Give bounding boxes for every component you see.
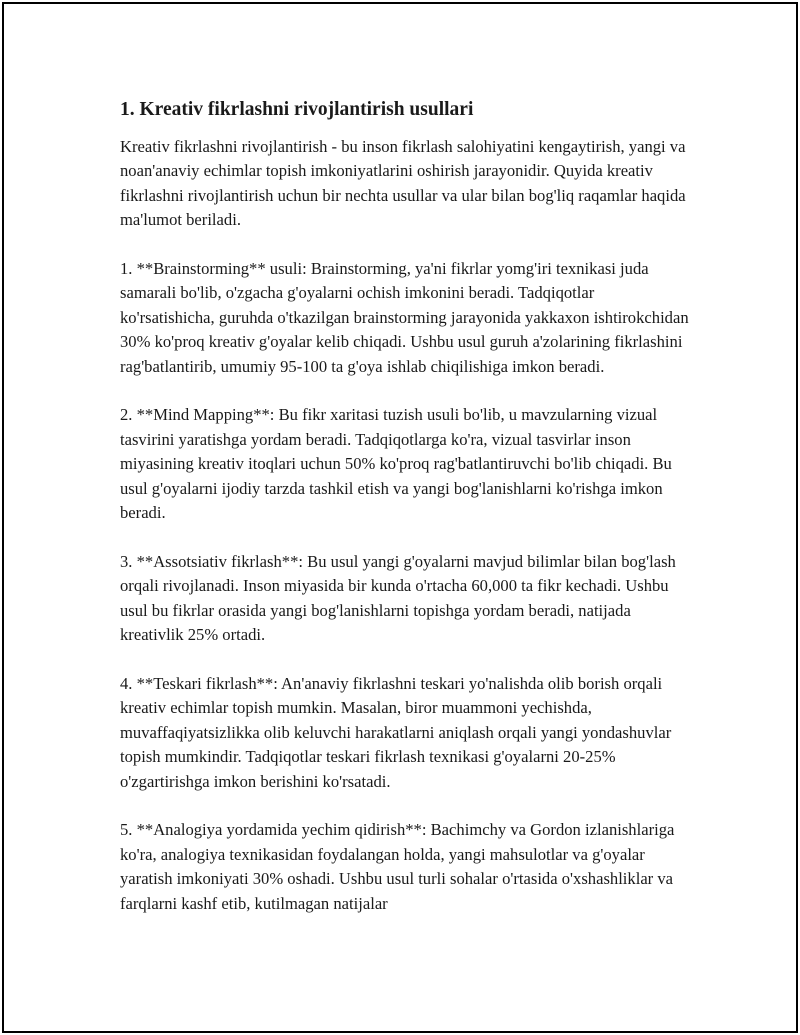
document-content: [120, 96, 692, 940]
paragraph-associative-thinking: 3. **Assotsiativ fikrlash**: Bu usul yangi g'oyalarni mavjud bilimlar bilan bog'lash orqali rivojlanadi. Inson miyasida bir kunda o'rtacha 60,000 ta fikr kechadi. Ushbu usul bu fikrlar orasida yangi bog'lanishlarni topishga yordam beradi, natijada kreativlik 25% ortadi.: [120, 551, 676, 645]
paragraph-mind-mapping: 2. **Mind Mapping**: Bu fikr xaritasi tuzish usuli bo'lib, u mavzularning vizual tasvirini yaratishga yordam beradi. Tadqiqotlarga ko'ra, vizual tasvirlar inson miyasining kreativ itoqlari uchun 50% ko'proq rag'batlantiruvchi bo'lib chiqadi. Bu usul g'oyalarni ijodiy tarzda tashkil etish va yangi bog'lanishlarni ko'rishga imkon beradi.: [120, 405, 672, 523]
paragraph-reverse-thinking: 4. **Teskari fikrlash**: An'anaviy fikrlashni teskari yo'nalishda olib borish orqali kreativ echimlar topish mumkin. Masalan, biror muammoni yechishda, muvaffaqiyatsizlikka olib keluvchi harakatlarni aniqlash orqali yangi yondashuvlar topish mumkindir. Tadqiqotlar teskari fikrlash texnikasi g'oyalarni 20-25% o'zgartirishga imkon berishini ko'rsatadi.: [120, 673, 672, 791]
document-page: [2, 2, 798, 1033]
paragraph-analogy: 5. **Analogiya yordamida yechim qidirish**: Bachimchy va Gordon izlanishlariga ko'ra, analogiya texnikasidan foydalangan holda, yangi mahsulotlar va g'oyalar yaratish imkoniyati 30% oshadi. Ushbu usul turli sohalar o'rtasida o'xshashliklar va farqlarni kashf etib, kutilmagan natijalar: [120, 820, 675, 913]
intro-paragraph: Kreativ fikrlashni rivojlantirish - bu inson fikrlash salohiyatini kengaytirish, yangi va noan'anaviy echimlar topish imkoniyatlarini oshirish jarayonidir. Quyida kreativ fikrlashni rivojlantirish uchun bir nechta usullar va ular bilan bog'liq raqamlar haqida ma'lumot beriladi.: [120, 137, 686, 230]
section-title: 1. Kreativ fikrlashni rivojlantirish usullari: [120, 99, 474, 120]
paragraph-brainstorming: 1. **Brainstorming** usuli: Brainstorming, ya'ni fikrlar yomg'iri texnikasi juda samarali bo'lib, o'zgacha g'oyalarni ochish imkonini beradi. Tadqiqotlar ko'rsatishicha, guruhda o'tkazilgan brainstorming jarayonida yakkaxon ishtirokchidan 30% ko'proq kreativ g'oyalar kelib chiqadi. Ushbu usul guruh a'zolarining fikrlashini rag'batlantirib, umumiy 95-100 ta g'oya ishlab chiqilishiga imkon beradi.: [120, 259, 689, 376]
